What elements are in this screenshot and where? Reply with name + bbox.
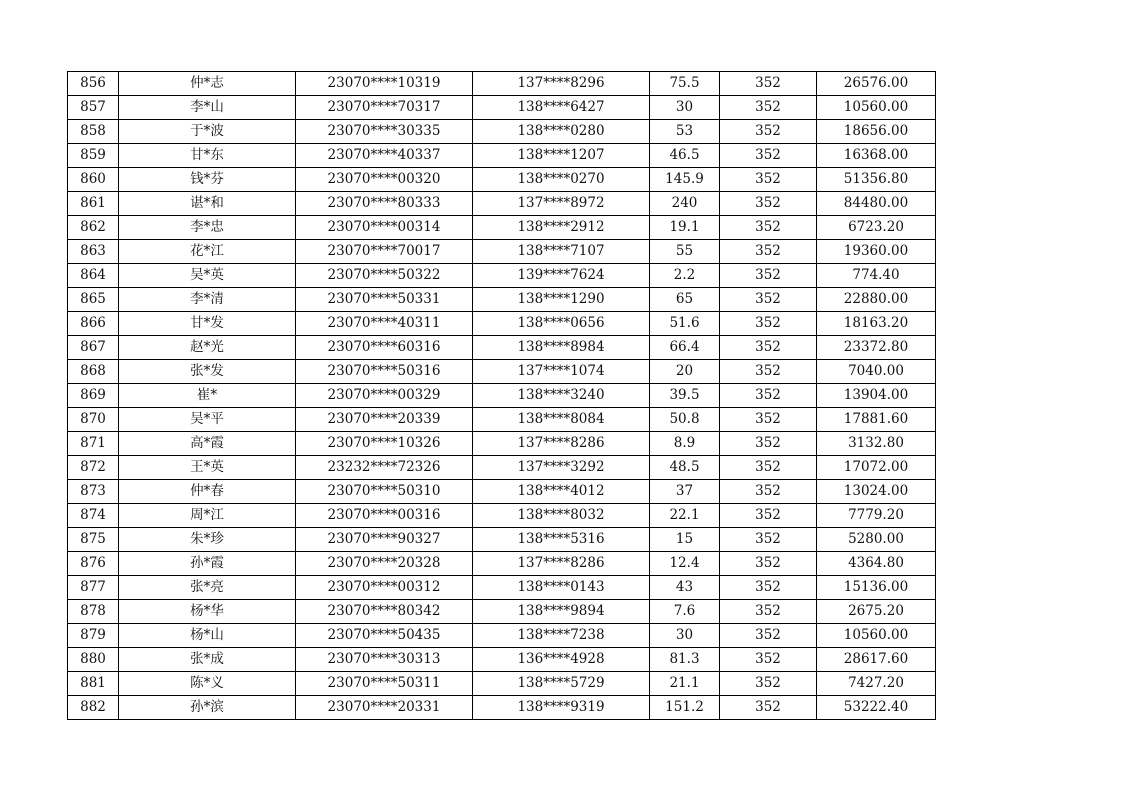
- quantity-cell: 19.1: [650, 216, 720, 240]
- unit-price-cell: 352: [720, 408, 817, 432]
- quantity-cell: 48.5: [650, 456, 720, 480]
- amount-cell: 17072.00: [817, 456, 936, 480]
- name-cell: 于*波: [119, 120, 296, 144]
- name-cell: 张*发: [119, 360, 296, 384]
- name-cell: 孙*霞: [119, 552, 296, 576]
- phone-cell: 138****2912: [473, 216, 650, 240]
- table-row: [68, 144, 936, 168]
- amount-cell: 6723.20: [817, 216, 936, 240]
- unit-price-cell: 352: [720, 480, 817, 504]
- table-row: [68, 216, 936, 240]
- name-cell: 谌*和: [119, 192, 296, 216]
- phone-cell: 137****8972: [473, 192, 650, 216]
- amount-cell: 22880.00: [817, 288, 936, 312]
- row-number-cell: 869: [68, 384, 119, 408]
- table-row: [68, 480, 936, 504]
- quantity-cell: 46.5: [650, 144, 720, 168]
- name-cell: 李*清: [119, 288, 296, 312]
- id-number-cell: 23070****00320: [296, 168, 473, 192]
- unit-price-cell: 352: [720, 600, 817, 624]
- quantity-cell: 43: [650, 576, 720, 600]
- quantity-cell: 30: [650, 96, 720, 120]
- id-number-cell: 23070****30313: [296, 648, 473, 672]
- table-row: [68, 528, 936, 552]
- table-row: [68, 168, 936, 192]
- amount-cell: 7779.20: [817, 504, 936, 528]
- amount-cell: 17881.60: [817, 408, 936, 432]
- unit-price-cell: 352: [720, 264, 817, 288]
- amount-cell: 26576.00: [817, 72, 936, 96]
- phone-cell: 137****8286: [473, 432, 650, 456]
- id-number-cell: 23070****10326: [296, 432, 473, 456]
- phone-cell: 138****5729: [473, 672, 650, 696]
- table-row: [68, 576, 936, 600]
- name-cell: 吴*英: [119, 264, 296, 288]
- phone-cell: 137****8296: [473, 72, 650, 96]
- phone-cell: 136****4928: [473, 648, 650, 672]
- unit-price-cell: 352: [720, 624, 817, 648]
- name-cell: 甘*发: [119, 312, 296, 336]
- phone-cell: 138****1207: [473, 144, 650, 168]
- id-number-cell: 23070****30335: [296, 120, 473, 144]
- phone-cell: 138****7238: [473, 624, 650, 648]
- amount-cell: 10560.00: [817, 96, 936, 120]
- phone-cell: 138****8032: [473, 504, 650, 528]
- row-number-cell: 865: [68, 288, 119, 312]
- amount-cell: 19360.00: [817, 240, 936, 264]
- unit-price-cell: 352: [720, 336, 817, 360]
- unit-price-cell: 352: [720, 96, 817, 120]
- phone-cell: 138****9319: [473, 696, 650, 720]
- unit-price-cell: 352: [720, 456, 817, 480]
- id-number-cell: 23070****70317: [296, 96, 473, 120]
- table-row: [68, 96, 936, 120]
- amount-cell: 13024.00: [817, 480, 936, 504]
- quantity-cell: 22.1: [650, 504, 720, 528]
- unit-price-cell: 352: [720, 312, 817, 336]
- id-number-cell: 23070****00316: [296, 504, 473, 528]
- row-number-cell: 872: [68, 456, 119, 480]
- unit-price-cell: 352: [720, 192, 817, 216]
- phone-cell: 138****5316: [473, 528, 650, 552]
- amount-cell: 16368.00: [817, 144, 936, 168]
- id-number-cell: 23070****20331: [296, 696, 473, 720]
- unit-price-cell: 352: [720, 696, 817, 720]
- phone-cell: 138****8984: [473, 336, 650, 360]
- table-row: [68, 288, 936, 312]
- table-row: [68, 72, 936, 96]
- phone-cell: 137****8286: [473, 552, 650, 576]
- quantity-cell: 15: [650, 528, 720, 552]
- table-row: [68, 456, 936, 480]
- id-number-cell: 23070****70017: [296, 240, 473, 264]
- unit-price-cell: 352: [720, 672, 817, 696]
- unit-price-cell: 352: [720, 504, 817, 528]
- phone-cell: 138****3240: [473, 384, 650, 408]
- name-cell: 吴*平: [119, 408, 296, 432]
- row-number-cell: 862: [68, 216, 119, 240]
- row-number-cell: 867: [68, 336, 119, 360]
- name-cell: 张*成: [119, 648, 296, 672]
- unit-price-cell: 352: [720, 72, 817, 96]
- table-row: [68, 192, 936, 216]
- table-row: [68, 120, 936, 144]
- quantity-cell: 2.2: [650, 264, 720, 288]
- row-number-cell: 866: [68, 312, 119, 336]
- row-number-cell: 877: [68, 576, 119, 600]
- name-cell: 崔*: [119, 384, 296, 408]
- phone-cell: 138****0656: [473, 312, 650, 336]
- id-number-cell: 23070****40337: [296, 144, 473, 168]
- row-number-cell: 861: [68, 192, 119, 216]
- table-row: [68, 384, 936, 408]
- amount-cell: 18163.20: [817, 312, 936, 336]
- amount-cell: 4364.80: [817, 552, 936, 576]
- id-number-cell: 23070****20328: [296, 552, 473, 576]
- phone-cell: 138****7107: [473, 240, 650, 264]
- amount-cell: 84480.00: [817, 192, 936, 216]
- quantity-cell: 145.9: [650, 168, 720, 192]
- phone-cell: 138****4012: [473, 480, 650, 504]
- id-number-cell: 23070****50331: [296, 288, 473, 312]
- id-number-cell: 23070****00312: [296, 576, 473, 600]
- id-number-cell: 23070****50435: [296, 624, 473, 648]
- id-number-cell: 23070****60316: [296, 336, 473, 360]
- amount-cell: 28617.60: [817, 648, 936, 672]
- unit-price-cell: 352: [720, 120, 817, 144]
- phone-cell: 138****9894: [473, 600, 650, 624]
- amount-cell: 774.40: [817, 264, 936, 288]
- id-number-cell: 23070****00314: [296, 216, 473, 240]
- unit-price-cell: 352: [720, 216, 817, 240]
- amount-cell: 15136.00: [817, 576, 936, 600]
- name-cell: 杨*山: [119, 624, 296, 648]
- phone-cell: 138****0270: [473, 168, 650, 192]
- quantity-cell: 51.6: [650, 312, 720, 336]
- quantity-cell: 55: [650, 240, 720, 264]
- row-number-cell: 860: [68, 168, 119, 192]
- phone-cell: 138****1290: [473, 288, 650, 312]
- quantity-cell: 7.6: [650, 600, 720, 624]
- name-cell: 赵*光: [119, 336, 296, 360]
- quantity-cell: 53: [650, 120, 720, 144]
- table-row: [68, 624, 936, 648]
- unit-price-cell: 352: [720, 288, 817, 312]
- row-number-cell: 881: [68, 672, 119, 696]
- id-number-cell: 23070****00329: [296, 384, 473, 408]
- unit-price-cell: 352: [720, 384, 817, 408]
- name-cell: 仲*春: [119, 480, 296, 504]
- row-number-cell: 870: [68, 408, 119, 432]
- phone-cell: 137****1074: [473, 360, 650, 384]
- quantity-cell: 81.3: [650, 648, 720, 672]
- row-number-cell: 857: [68, 96, 119, 120]
- quantity-cell: 39.5: [650, 384, 720, 408]
- amount-cell: 7427.20: [817, 672, 936, 696]
- id-number-cell: 23232****72326: [296, 456, 473, 480]
- id-number-cell: 23070****90327: [296, 528, 473, 552]
- name-cell: 甘*东: [119, 144, 296, 168]
- row-number-cell: 863: [68, 240, 119, 264]
- amount-cell: 23372.80: [817, 336, 936, 360]
- unit-price-cell: 352: [720, 576, 817, 600]
- id-number-cell: 23070****20339: [296, 408, 473, 432]
- table-row: [68, 696, 936, 720]
- name-cell: 孙*滨: [119, 696, 296, 720]
- row-number-cell: 856: [68, 72, 119, 96]
- name-cell: 张*亮: [119, 576, 296, 600]
- name-cell: 杨*华: [119, 600, 296, 624]
- row-number-cell: 875: [68, 528, 119, 552]
- name-cell: 陈*义: [119, 672, 296, 696]
- table-row: [68, 672, 936, 696]
- row-number-cell: 874: [68, 504, 119, 528]
- unit-price-cell: 352: [720, 552, 817, 576]
- id-number-cell: 23070****50311: [296, 672, 473, 696]
- table-row: [68, 504, 936, 528]
- unit-price-cell: 352: [720, 144, 817, 168]
- amount-cell: 53222.40: [817, 696, 936, 720]
- amount-cell: 13904.00: [817, 384, 936, 408]
- unit-price-cell: 352: [720, 432, 817, 456]
- unit-price-cell: 352: [720, 240, 817, 264]
- quantity-cell: 30: [650, 624, 720, 648]
- row-number-cell: 868: [68, 360, 119, 384]
- row-number-cell: 878: [68, 600, 119, 624]
- phone-cell: 137****3292: [473, 456, 650, 480]
- id-number-cell: 23070****50310: [296, 480, 473, 504]
- amount-cell: 10560.00: [817, 624, 936, 648]
- table-row: [68, 336, 936, 360]
- amount-cell: 3132.80: [817, 432, 936, 456]
- name-cell: 钱*芬: [119, 168, 296, 192]
- row-number-cell: 880: [68, 648, 119, 672]
- roster-body: [68, 72, 936, 720]
- name-cell: 仲*志: [119, 72, 296, 96]
- phone-cell: 139****7624: [473, 264, 650, 288]
- row-number-cell: 873: [68, 480, 119, 504]
- id-number-cell: 23070****50322: [296, 264, 473, 288]
- unit-price-cell: 352: [720, 528, 817, 552]
- id-number-cell: 23070****40311: [296, 312, 473, 336]
- name-cell: 李*忠: [119, 216, 296, 240]
- quantity-cell: 65: [650, 288, 720, 312]
- quantity-cell: 75.5: [650, 72, 720, 96]
- row-number-cell: 858: [68, 120, 119, 144]
- phone-cell: 138****0280: [473, 120, 650, 144]
- unit-price-cell: 352: [720, 648, 817, 672]
- table-row: [68, 648, 936, 672]
- row-number-cell: 859: [68, 144, 119, 168]
- name-cell: 李*山: [119, 96, 296, 120]
- row-number-cell: 876: [68, 552, 119, 576]
- unit-price-cell: 352: [720, 360, 817, 384]
- table-row: [68, 432, 936, 456]
- table-row: [68, 552, 936, 576]
- table-row: [68, 408, 936, 432]
- quantity-cell: 8.9: [650, 432, 720, 456]
- quantity-cell: 151.2: [650, 696, 720, 720]
- row-number-cell: 871: [68, 432, 119, 456]
- amount-cell: 7040.00: [817, 360, 936, 384]
- roster-table: [67, 71, 936, 720]
- name-cell: 朱*珍: [119, 528, 296, 552]
- quantity-cell: 37: [650, 480, 720, 504]
- id-number-cell: 23070****80342: [296, 600, 473, 624]
- id-number-cell: 23070****50316: [296, 360, 473, 384]
- amount-cell: 18656.00: [817, 120, 936, 144]
- quantity-cell: 50.8: [650, 408, 720, 432]
- table-row: [68, 264, 936, 288]
- row-number-cell: 879: [68, 624, 119, 648]
- unit-price-cell: 352: [720, 168, 817, 192]
- table-row: [68, 600, 936, 624]
- name-cell: 王*英: [119, 456, 296, 480]
- amount-cell: 5280.00: [817, 528, 936, 552]
- quantity-cell: 240: [650, 192, 720, 216]
- table-row: [68, 240, 936, 264]
- name-cell: 周*江: [119, 504, 296, 528]
- quantity-cell: 12.4: [650, 552, 720, 576]
- row-number-cell: 882: [68, 696, 119, 720]
- quantity-cell: 21.1: [650, 672, 720, 696]
- name-cell: 花*江: [119, 240, 296, 264]
- amount-cell: 51356.80: [817, 168, 936, 192]
- id-number-cell: 23070****80333: [296, 192, 473, 216]
- amount-cell: 2675.20: [817, 600, 936, 624]
- phone-cell: 138****6427: [473, 96, 650, 120]
- name-cell: 高*霞: [119, 432, 296, 456]
- row-number-cell: 864: [68, 264, 119, 288]
- quantity-cell: 20: [650, 360, 720, 384]
- quantity-cell: 66.4: [650, 336, 720, 360]
- phone-cell: 138****0143: [473, 576, 650, 600]
- table-row: [68, 312, 936, 336]
- table-row: [68, 360, 936, 384]
- id-number-cell: 23070****10319: [296, 72, 473, 96]
- phone-cell: 138****8084: [473, 408, 650, 432]
